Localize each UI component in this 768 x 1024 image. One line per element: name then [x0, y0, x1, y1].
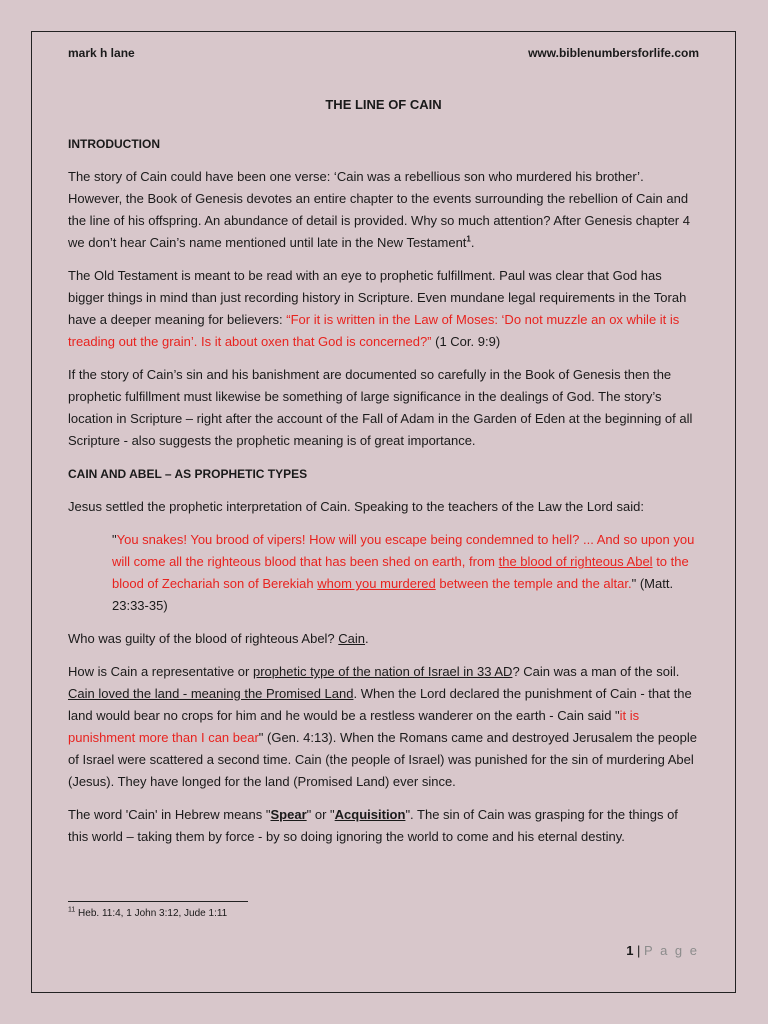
paragraph-5: [68, 628, 699, 650]
paragraph-7-text-c: ". The sin of Cain was grasping for the things of this world – taking them by force - by so doing ignoring the world to come and his eternal destiny.: [68, 807, 678, 844]
page-label: P a g e: [644, 943, 699, 958]
paragraph-7: [68, 804, 699, 848]
footnote-mark: 11: [68, 906, 76, 914]
paragraph-1-end: .: [470, 235, 475, 250]
document-body: [68, 133, 699, 859]
paragraph-3: If the story of Cain’s sin and his banishment are documented so carefully in the Book of Genesis then the prophetic fulfillment must likewise be something of large significance in the dealings of God. The story’s location in Scripture – right after the account of the Fall of Adam in the Garden of Eden at the beginning of all Scripture - also suggests the prophetic meaning is of great importance.: [68, 367, 693, 448]
quote-1-cor: “For it is written in the Law of Moses: ‘Do not muzzle an ox while it is treading out the grain’. Is it about oxen that God is concerned?”: [68, 312, 680, 349]
quote-genesis: it is punishment more than I can bear: [68, 708, 640, 745]
paragraph-6: [68, 661, 699, 793]
quote-text-2: to the blood of Zechariah son of Berekiah: [112, 554, 689, 591]
block-quote-matthew: [112, 529, 699, 617]
section-heading-introduction: INTRODUCTION: [68, 137, 160, 151]
footnote: [68, 908, 227, 919]
paragraph-7-text-a: The word 'Cain' in Hebrew means ": [68, 807, 271, 822]
page-number: [626, 943, 699, 958]
paragraph-7-text-b: " or ": [306, 807, 335, 822]
paragraph-5-text: Who was guilty of the blood of righteous Abel?: [68, 631, 339, 646]
paragraph-6-text-b: ? Cain was a man of the soil.: [512, 664, 680, 679]
underline-prophetic-type: prophetic type of the nation of Israel in 33 AD: [252, 664, 513, 679]
paragraph-6-text-d: " (Gen. 4:13). When the Romans came and destroyed Jerusalem the people of Israel were scattered a second time. Cain (the people of Israel) was punished for the sin of murdering Abel (Jesus). They have longed for the land (Promised Land) ever since.: [68, 730, 697, 789]
word-spear: Spear: [270, 807, 307, 822]
document-title: THE LINE OF CAIN: [325, 97, 442, 112]
website-url: www.biblenumbersforlife.com: [528, 46, 699, 60]
paragraph-6-text-a: How is Cain a representative or: [68, 664, 253, 679]
footnote-text: Heb. 11:4, 1 John 3:12, Jude 1:11: [75, 908, 228, 919]
paragraph-6-text-c: . When the Lord declared the punishment of Cain - that the land would bear no crops for him and he would be a restless wanderer on the earth - Cain said ": [68, 686, 692, 723]
paragraph-2-text: The Old Testament is meant to be read with an eye to prophetic fulfillment. Paul was clear that God has bigger things in mind than just recording history in Scripture. Even mundane legal requirements in the Torah have a deeper meaning for believers:: [68, 268, 687, 327]
scripture-ref-matthew: " (Matt. 23:33-35): [112, 576, 674, 613]
paragraph-5-end: .: [365, 631, 369, 646]
section-heading-prophetic-types: CAIN AND ABEL – AS PROPHETIC TYPES: [68, 467, 308, 481]
quote-open: ": [112, 532, 117, 547]
page-number-value: 1: [626, 943, 634, 958]
author-name: mark h lane: [68, 46, 135, 60]
footnote-ref: 1: [466, 234, 471, 244]
quote-underline-murdered: whom you murdered: [317, 576, 436, 591]
quote-text-3: between the temple and the altar.: [435, 576, 632, 591]
quote-text-1: You snakes! You brood of vipers! How will you escape being condemned to hell? ... And so upon you will come all the righteous blood that has been shed on earth, from: [112, 532, 695, 569]
answer-cain: Cain: [338, 631, 366, 646]
word-acquisition: Acquisition: [334, 807, 406, 822]
footnote-divider: [68, 901, 248, 902]
underline-promised-land: Cain loved the land - meaning the Promised Land: [68, 686, 354, 701]
scripture-ref-1-cor: (1 Cor. 9:9): [431, 334, 501, 349]
quote-underline-abel: the blood of righteous Abel: [498, 554, 653, 569]
paragraph-1: [68, 166, 699, 254]
page-number-separator: |: [633, 943, 645, 958]
paragraph-1-text: The story of Cain could have been one verse: ‘Cain was a rebellious son who murdered his brother’. However, the Book of Genesis devotes an entire chapter to the events surrounding the rebellion of Cain and the line of his offspring. An abundance of detail is provided. Why so much attention? After Genesis chapter 4 we don’t hear Cain’s name mentioned until late in the New Testament: [68, 169, 690, 250]
document-page: [31, 31, 736, 993]
paragraph-4: Jesus settled the prophetic interpretation of Cain. Speaking to the teachers of the Law the Lord said:: [68, 499, 644, 514]
paragraph-2: [68, 265, 699, 353]
